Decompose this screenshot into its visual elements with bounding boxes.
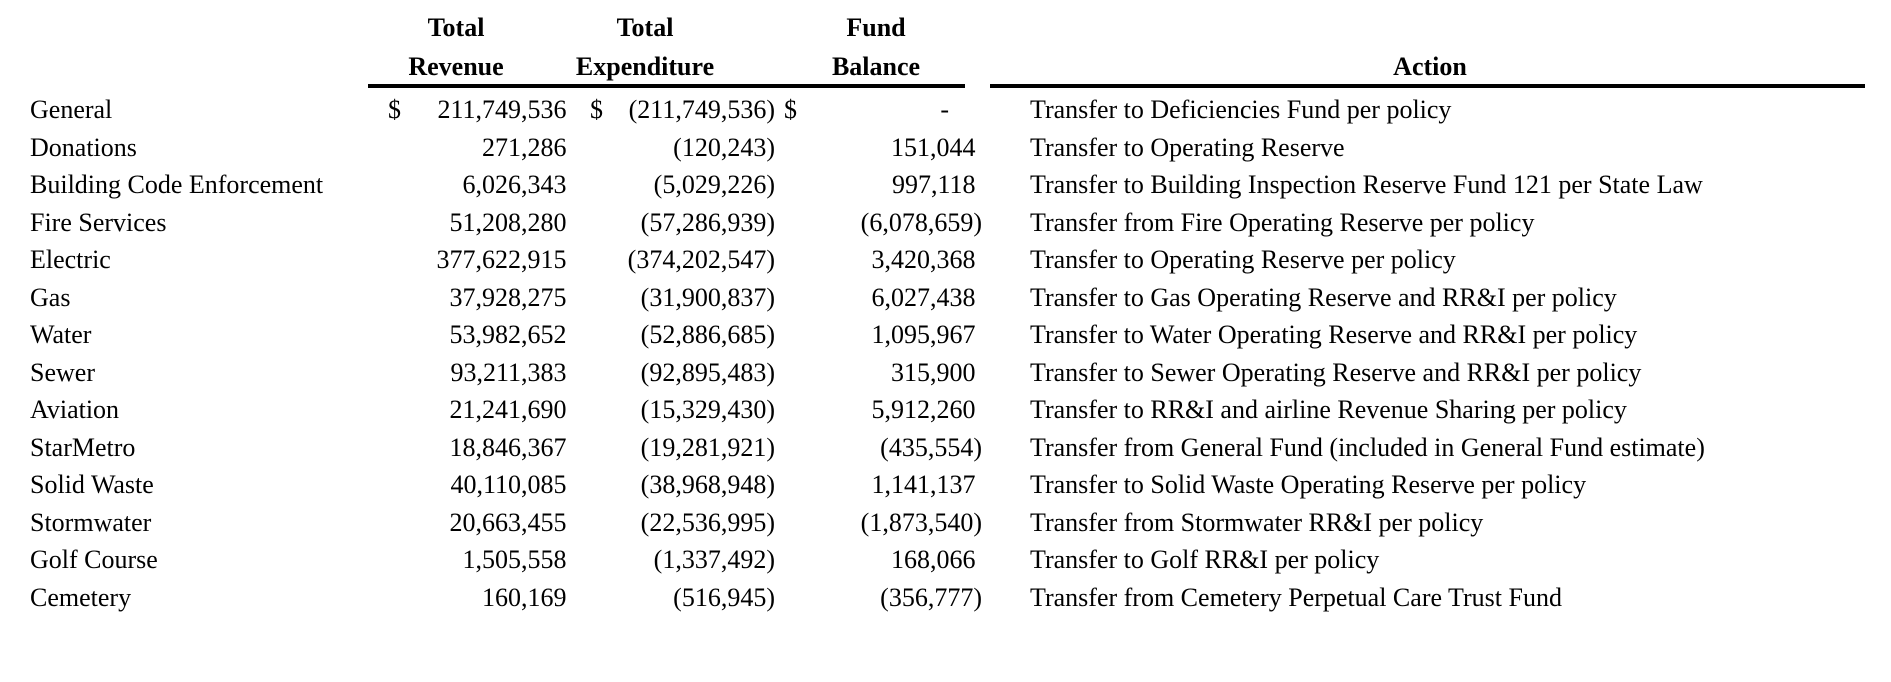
currency-symbol: $ <box>784 95 797 124</box>
table-row <box>0 579 1891 617</box>
fund-name: StarMetro <box>30 432 136 462</box>
fund-balance-cell-value: - <box>940 95 949 124</box>
fund-balance-cell <box>780 204 990 242</box>
table-row <box>0 166 1891 204</box>
fund-balance-cell <box>780 279 990 317</box>
total-expenditure-cell-value: (374,202,547) <box>627 245 775 274</box>
fund-balance-cell <box>780 91 990 129</box>
total-revenue-cell <box>368 166 578 204</box>
total-expenditure-cell-value: (22,536,995) <box>640 507 775 537</box>
fund-name: Cemetery <box>30 582 132 612</box>
fund-name: Sewer <box>30 357 95 387</box>
total-revenue-cell-value: 20,663,455 <box>449 507 573 537</box>
header-underline-action-column <box>990 84 1865 88</box>
total-expenditure-cell <box>578 279 780 317</box>
action-cell: Transfer to Sewer Operating Reserve and RR&I per policy <box>1030 357 1642 387</box>
fund-name: Donations <box>30 132 137 162</box>
total-expenditure-cell-value: (57,286,939) <box>640 207 775 237</box>
total-expenditure-cell <box>578 166 780 204</box>
total-revenue-cell-value: 93,211,383 <box>450 357 573 387</box>
total-expenditure-cell <box>578 466 780 504</box>
total-revenue-cell <box>368 129 578 167</box>
total-expenditure-cell <box>578 429 780 467</box>
fund-name: Solid Waste <box>30 470 154 499</box>
fund-balance-cell <box>780 354 990 392</box>
total-expenditure-cell <box>578 579 780 617</box>
fund-balance-cell-value: (435,554) <box>880 432 982 462</box>
total-expenditure-cell <box>578 204 780 242</box>
fund-balance-cell-value: (356,777) <box>880 582 982 612</box>
total-expenditure-cell <box>578 391 780 429</box>
total-revenue-cell <box>368 466 578 504</box>
fund-balance-cell <box>780 129 990 167</box>
total-revenue-cell-value: 37,928,275 <box>449 282 573 312</box>
total-revenue-cell-value: 21,241,690 <box>449 395 573 424</box>
total-expenditure-cell-value: (52,886,685) <box>640 320 775 349</box>
action-cell: Transfer to Operating Reserve <box>1030 132 1345 162</box>
total-expenditure-cell <box>578 316 780 354</box>
table-row <box>0 316 1891 354</box>
fund-balance-cell-value: 151,044 <box>891 132 982 162</box>
total-revenue-cell-value: 1,505,558 <box>462 545 573 574</box>
total-expenditure-cell <box>578 241 780 279</box>
total-revenue-cell-value: 377,622,915 <box>436 245 573 274</box>
total-revenue-cell <box>368 541 578 579</box>
table-row <box>0 129 1891 167</box>
total-expenditure-cell-value: (120,243) <box>673 132 775 162</box>
currency-symbol: $ <box>388 95 401 124</box>
col-header-balance-line1: Fund <box>846 13 906 42</box>
total-expenditure-cell <box>578 504 780 542</box>
table-row <box>0 354 1891 392</box>
total-expenditure-cell-value: (5,029,226) <box>653 170 775 199</box>
col-header-balance-line2: Balance <box>831 52 921 81</box>
table-row <box>0 391 1891 429</box>
fund-balance-cell <box>780 241 990 279</box>
fund-balance-cell-value: 315,900 <box>891 357 982 387</box>
action-cell: Transfer from Cemetery Perpetual Care Trust Fund <box>1030 582 1562 612</box>
fund-balance-cell-value: 1,095,967 <box>871 320 982 349</box>
col-header-action: Action <box>1393 52 1467 81</box>
col-header-expenditure-line2: Expenditure <box>575 52 715 81</box>
action-cell: Transfer to Gas Operating Reserve and RR&I per policy <box>1030 282 1617 312</box>
fund-balance-cell-value: 168,066 <box>891 545 982 574</box>
total-revenue-cell <box>368 316 578 354</box>
table-row <box>0 279 1891 317</box>
total-expenditure-cell-value: (92,895,483) <box>640 357 775 387</box>
total-revenue-cell <box>368 391 578 429</box>
header-underline-numeric-columns <box>368 84 965 88</box>
fund-balance-cell <box>780 316 990 354</box>
total-revenue-cell <box>368 504 578 542</box>
fund-name: Aviation <box>30 395 120 424</box>
total-revenue-cell <box>368 241 578 279</box>
total-expenditure-cell-value: (19,281,921) <box>640 432 775 462</box>
table-row <box>0 541 1891 579</box>
action-cell: Transfer to Operating Reserve per policy <box>1030 245 1456 274</box>
total-revenue-cell <box>368 429 578 467</box>
currency-symbol: $ <box>590 95 603 124</box>
fund-balance-cell-value: (1,873,540) <box>860 507 982 537</box>
total-revenue-cell <box>368 354 578 392</box>
total-expenditure-cell <box>578 129 780 167</box>
total-revenue-cell-value: 40,110,085 <box>450 470 573 499</box>
action-cell: Transfer from Stormwater RR&I per policy <box>1030 507 1484 537</box>
fund-name: Fire Services <box>30 207 167 237</box>
total-expenditure-cell-value: (211,749,536) <box>628 95 775 124</box>
fund-balance-cell-value: 3,420,368 <box>871 245 982 274</box>
table-body <box>0 91 1891 616</box>
fund-balance-cell <box>780 504 990 542</box>
total-revenue-cell <box>368 204 578 242</box>
action-cell: Transfer to Golf RR&I per policy <box>1030 545 1380 574</box>
fund-balance-cell <box>780 166 990 204</box>
total-revenue-cell-value: 6,026,343 <box>462 170 573 199</box>
total-revenue-cell-value: 160,169 <box>482 582 573 612</box>
action-cell: Transfer to Solid Waste Operating Reserve per policy <box>1030 470 1587 499</box>
action-cell: Transfer to Deficiencies Fund per policy <box>1030 95 1452 124</box>
table-row <box>0 466 1891 504</box>
total-expenditure-cell-value: (516,945) <box>673 582 775 612</box>
fund-name: Gas <box>30 282 71 312</box>
total-revenue-cell-value: 271,286 <box>482 132 573 162</box>
total-expenditure-cell-value: (1,337,492) <box>653 545 775 574</box>
fund-name: Electric <box>30 245 111 274</box>
total-revenue-cell <box>368 91 578 129</box>
total-revenue-cell-value: 53,982,652 <box>449 320 573 349</box>
fund-name: Stormwater <box>30 507 152 537</box>
total-expenditure-cell <box>578 91 780 129</box>
table-row <box>0 241 1891 279</box>
total-expenditure-cell-value: (15,329,430) <box>640 395 775 424</box>
fund-balance-cell-value: 1,141,137 <box>871 470 982 499</box>
fund-name: Golf Course <box>30 545 158 574</box>
action-cell: Transfer to Building Inspection Reserve Fund 121 per State Law <box>1030 170 1703 199</box>
total-revenue-cell-value: 51,208,280 <box>449 207 573 237</box>
fund-balance-cell <box>780 429 990 467</box>
fund-balance-cell <box>780 579 990 617</box>
fund-name: Water <box>30 320 92 349</box>
total-revenue-cell <box>368 579 578 617</box>
table-row <box>0 504 1891 542</box>
col-header-revenue-line1: Total <box>427 13 485 42</box>
total-expenditure-cell-value: (38,968,948) <box>640 470 775 499</box>
fund-balance-cell-value: 997,118 <box>891 170 982 199</box>
total-expenditure-cell <box>578 541 780 579</box>
total-revenue-cell <box>368 279 578 317</box>
fund-name: General <box>30 95 113 124</box>
table-row <box>0 91 1891 129</box>
total-revenue-cell-value: 18,846,367 <box>449 432 573 462</box>
total-expenditure-cell <box>578 354 780 392</box>
fund-balance-cell <box>780 466 990 504</box>
total-revenue-cell-value: 211,749,536 <box>437 95 573 124</box>
fund-balance-cell-value: (6,078,659) <box>860 207 982 237</box>
action-cell: Transfer to RR&I and airline Revenue Sharing per policy <box>1030 395 1627 424</box>
action-cell: Transfer from General Fund (included in General Fund estimate) <box>1030 432 1705 462</box>
table-row <box>0 429 1891 467</box>
fund-balance-cell-value: 5,912,260 <box>871 395 982 424</box>
action-cell: Transfer to Water Operating Reserve and RR&I per policy <box>1030 320 1638 349</box>
fund-balance-cell <box>780 391 990 429</box>
col-header-revenue-line2: Revenue <box>408 52 504 81</box>
table-row <box>0 204 1891 242</box>
fund-name: Building Code Enforcement <box>30 170 324 199</box>
fund-balance-cell-value: 6,027,438 <box>871 282 982 312</box>
fund-balance-cell <box>780 541 990 579</box>
action-cell: Transfer from Fire Operating Reserve per policy <box>1030 207 1535 237</box>
col-header-expenditure-line1: Total <box>616 13 674 42</box>
total-expenditure-cell-value: (31,900,837) <box>640 282 775 312</box>
